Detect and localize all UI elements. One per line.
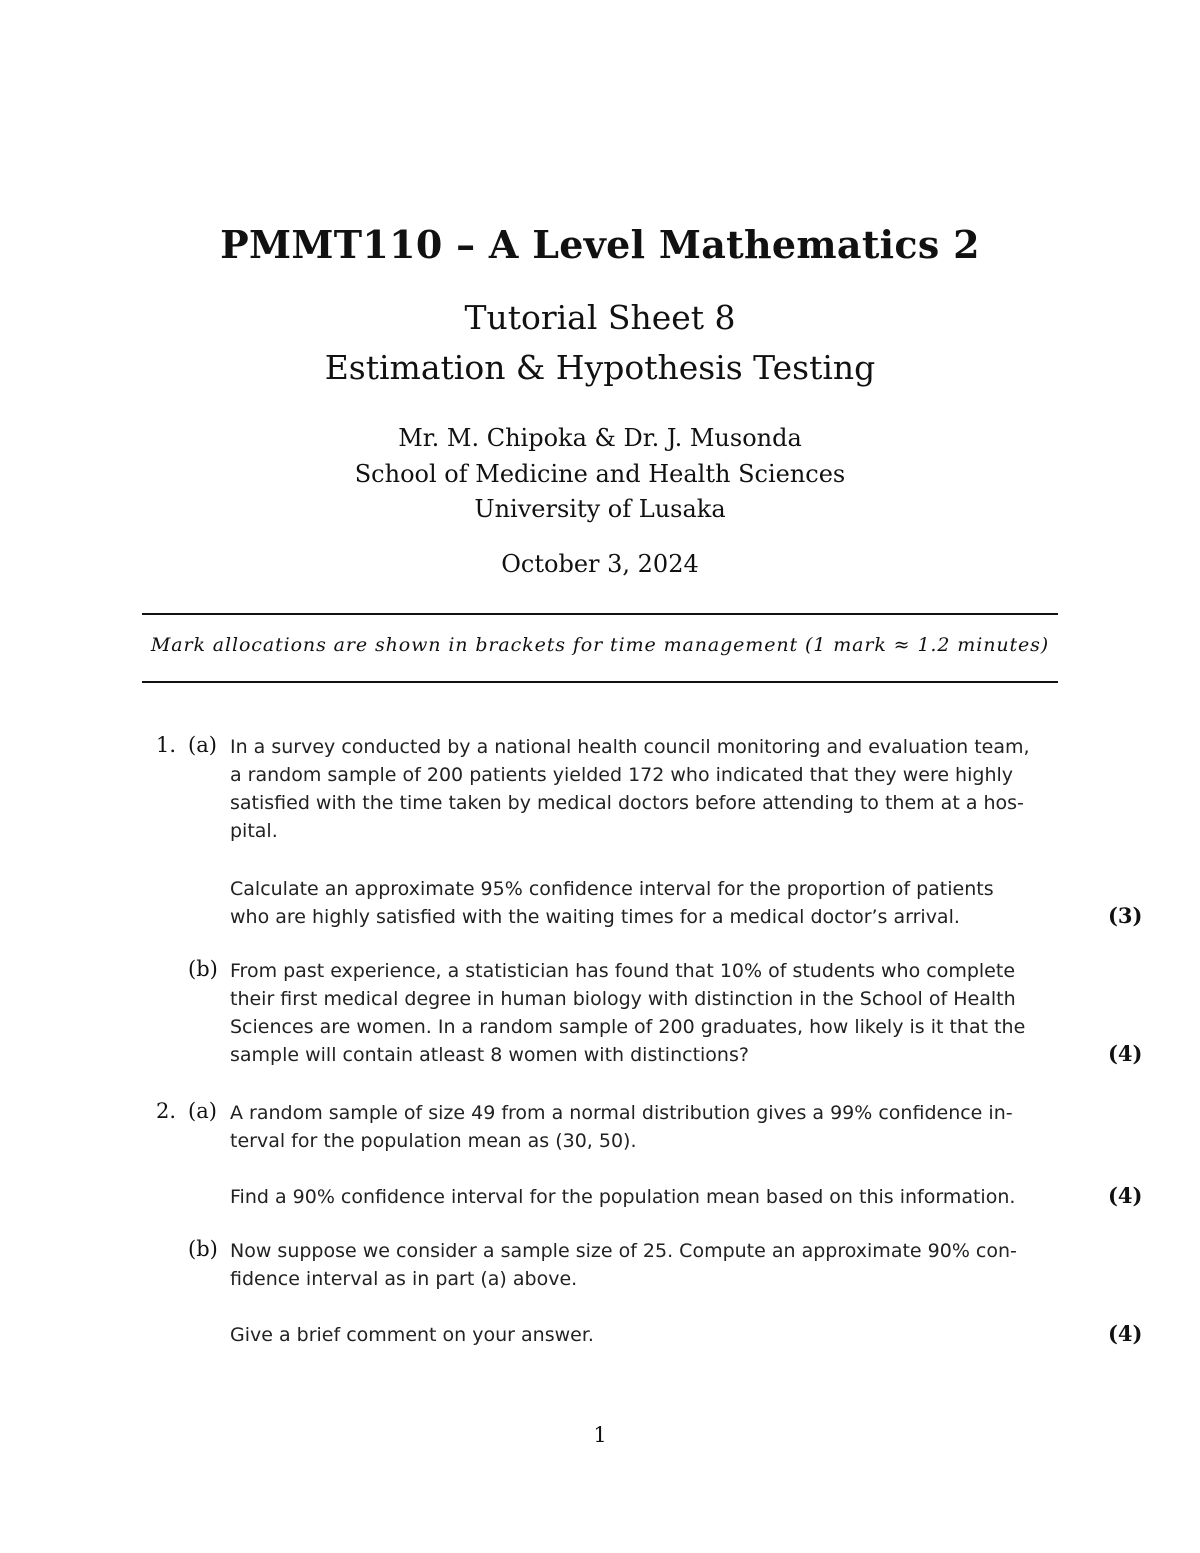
part-label: (b) — [188, 957, 218, 981]
question-text — [230, 1237, 1060, 1293]
question-number: 2. — [156, 1099, 177, 1123]
question-text — [230, 1099, 1060, 1155]
question-text — [230, 733, 1060, 845]
document-subtitle: Tutorial Sheet 8 — [464, 298, 736, 337]
authors: Mr. M. Chipoka & Dr. J. Musonda — [398, 424, 802, 452]
mark-allocation: (3) — [1108, 903, 1143, 928]
question-task — [230, 1321, 1060, 1349]
date: October 3, 2024 — [501, 550, 699, 578]
text-line: terval for the population mean as (30, 50). — [230, 1130, 637, 1152]
text-line: Calculate an approximate 95% confidence interval for the proportion of patients — [230, 878, 994, 900]
document-title: PMMT110 – A Level Mathematics 2 — [220, 222, 980, 267]
part-label: (b) — [188, 1237, 218, 1261]
text-line: who are highly satisfied with the waiting times for a medical doctor’s arrival. — [230, 906, 960, 928]
text-line: pital. — [230, 820, 278, 842]
text-line: fidence interval as in part (a) above. — [230, 1268, 578, 1290]
question-task — [230, 1183, 1060, 1211]
text-line: Give a brief comment on your answer. — [230, 1324, 594, 1346]
text-line: Sciences are women. In a random sample of 200 graduates, how likely is it that the — [230, 1016, 1026, 1038]
text-line: their first medical degree in human biology with distinction in the School of Health — [230, 988, 1016, 1010]
text-line: satisfied with the time taken by medical doctors before attending to them at a hos- — [230, 792, 1024, 814]
part-label: (a) — [188, 733, 217, 757]
top-rule — [142, 613, 1058, 615]
text-line: A random sample of size 49 from a normal distribution gives a 99% confidence in- — [230, 1102, 1013, 1124]
bottom-rule — [142, 681, 1058, 683]
mark-allocation: (4) — [1108, 1041, 1143, 1066]
mark-allocation: (4) — [1108, 1321, 1143, 1346]
mark-allocation-note: Mark allocations are shown in brackets for time management (1 mark ≈ 1.2 minutes) — [150, 634, 1050, 656]
text-line: sample will contain atleast 8 women with distinctions? — [230, 1044, 749, 1066]
document-topic: Estimation & Hypothesis Testing — [324, 348, 876, 387]
question-task — [230, 875, 1060, 931]
text-line: In a survey conducted by a national health council monitoring and evaluation team, — [230, 736, 1030, 758]
text-line: From past experience, a statistician has found that 10% of students who complete — [230, 960, 1016, 982]
part-label: (a) — [188, 1099, 217, 1123]
mark-allocation: (4) — [1108, 1183, 1143, 1208]
text-line: a random sample of 200 patients yielded 172 who indicated that they were highly — [230, 764, 1014, 786]
university: University of Lusaka — [474, 495, 726, 523]
school: School of Medicine and Health Sciences — [354, 460, 846, 488]
text-line: Find a 90% confidence interval for the population mean based on this information. — [230, 1186, 1016, 1208]
text-line: Now suppose we consider a sample size of 25. Compute an approximate 90% con- — [230, 1240, 1017, 1262]
question-text — [230, 957, 1060, 1069]
question-number: 1. — [156, 733, 177, 757]
page-number: 1 — [593, 1423, 607, 1447]
